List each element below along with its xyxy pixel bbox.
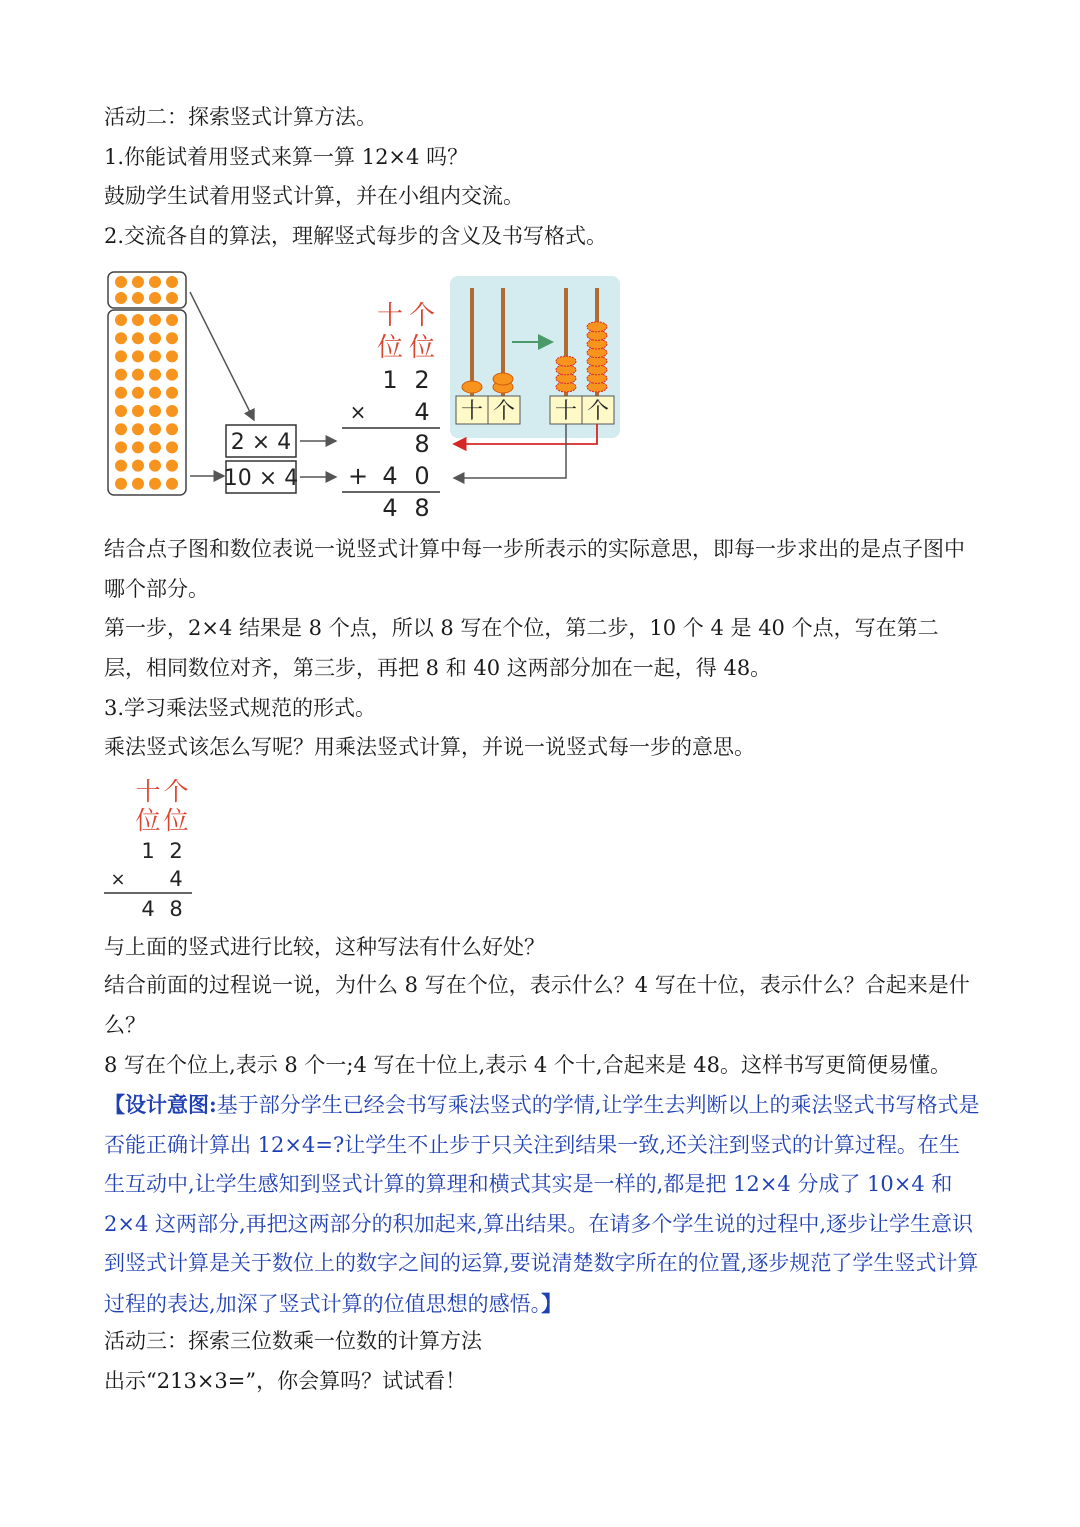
dot	[166, 350, 178, 362]
mult-digit: 4	[414, 398, 430, 426]
question-3: 3.学习乘法竖式规范的形式。	[104, 696, 377, 720]
dot	[166, 405, 178, 417]
dot	[166, 460, 178, 472]
abacus-bead	[587, 322, 607, 332]
dot	[132, 350, 144, 362]
abacus-bead	[587, 382, 607, 392]
question-2: 2.交流各自的算法，理解竖式每步的含义及书写格式。	[104, 224, 608, 248]
dot	[166, 332, 178, 344]
header-wei-tens: 位	[376, 333, 404, 363]
dot	[115, 423, 127, 435]
dot	[115, 314, 127, 326]
dot	[149, 423, 161, 435]
dot	[149, 350, 161, 362]
activity3-show: 出示“213×3=”，你会算吗？试试看！	[104, 1369, 467, 1393]
explain-intro: 结合点子图和数位表说一说竖式计算中每一步所表示的实际意思，即每一步求出的是点子图中哪个部分。	[104, 537, 965, 601]
abacus-bead	[556, 382, 576, 392]
abacus1-ones-label: 个	[492, 399, 516, 424]
dot	[132, 441, 144, 453]
fig2-header-ones: 个	[163, 777, 189, 806]
dot	[132, 332, 144, 344]
header-wei-ones: 位	[408, 333, 436, 363]
partial2-tens: 4	[382, 462, 398, 490]
dot	[149, 276, 161, 288]
dot	[132, 387, 144, 399]
design-intent-body: 基于部分学生已经会书写乘法竖式的学情,让学生去判断以上的乘法竖式书写格式是否能正确计算出 12×4=?让学生不止步于只关注到结果一致,还关注到竖式的计算过程。在生生互动中,让学生感知到竖式计算的算理和横式其实是一样的,都是把 12×4 分成了 10×4 和 2×4 这两部分,再把这两部分的积加起来,算出结果。在请多个学生说的过程中,逐步让学生意识到竖式计算是关于数位上的数字之间的运算,要说清楚数字所在的位置,逐步规范了学生竖式计算过程的表达,加深了竖式计算的位值思想的感悟。	[104, 1093, 980, 1316]
dot	[115, 369, 127, 381]
compare-question: 与上面的竖式进行比较，这种写法有什么好处？	[104, 935, 545, 959]
dot	[132, 292, 144, 304]
fig2-top-tens: 1	[141, 839, 155, 863]
abacus-bead	[587, 356, 607, 366]
box-2x4: 2 × 4	[230, 430, 292, 455]
question-1-note: 鼓励学生试着用竖式计算，并在小组内交流。	[104, 184, 524, 208]
dot	[115, 350, 127, 362]
dot	[132, 405, 144, 417]
abacus2-tens-label: 十	[554, 399, 578, 424]
dot	[132, 314, 144, 326]
activity3-title: 活动三：探索三位数乘一位数的计算方法	[104, 1329, 482, 1353]
dot	[132, 369, 144, 381]
dot	[166, 292, 178, 304]
fig2-result-tens: 4	[141, 897, 155, 921]
abacus-bead	[556, 365, 576, 375]
dot	[115, 292, 127, 304]
fig2-mult-digit: 4	[169, 867, 183, 891]
box-10x4: 10 × 4	[223, 466, 299, 491]
design-intent-label: 【设计意图:	[104, 1092, 217, 1117]
dot	[149, 387, 161, 399]
dot	[166, 478, 178, 490]
abacus-bead	[587, 330, 607, 340]
dot	[115, 441, 127, 453]
abacus-bead	[587, 365, 607, 375]
dot	[115, 460, 127, 472]
fig2-header-wei-ones: 位	[163, 806, 189, 835]
why-question: 结合前面的过程说一说，为什么 8 写在个位，表示什么？4 写在十位，表示什么？合起来是什么？	[104, 973, 970, 1037]
abacus-bead	[556, 373, 576, 383]
abacus1-tens-label: 十	[460, 399, 484, 424]
header-ones: 个	[408, 301, 436, 331]
dot	[166, 369, 178, 381]
result-tens: 4	[382, 494, 398, 522]
dot	[149, 314, 161, 326]
dot	[115, 405, 127, 417]
question-1: 1.你能试着用竖式来算一算 12×4 吗？	[104, 145, 469, 169]
dot	[115, 276, 127, 288]
design-intent	[104, 1085, 980, 1324]
figure-dot-diagram	[104, 262, 632, 524]
design-intent-end: 】	[541, 1290, 563, 1316]
dot	[149, 441, 161, 453]
partial2-ones: 0	[414, 462, 430, 490]
abacus-panel	[450, 276, 620, 438]
dot	[149, 332, 161, 344]
top-tens: 1	[382, 366, 398, 394]
header-tens: 十	[376, 301, 404, 331]
abacus-bead	[587, 348, 607, 358]
dot	[132, 478, 144, 490]
dot	[115, 332, 127, 344]
abacus-bead	[587, 373, 607, 383]
fig2-header-tens: 十	[135, 777, 161, 806]
explain-steps: 第一步，2×4 结果是 8 个点，所以 8 写在个位，第二步，10 个 4 是 40 个点，写在第二层，相同数位对齐，第三步，再把 8 和 40 这两部分加在一起，得 48。	[104, 616, 939, 680]
dot-group-2x4	[108, 272, 186, 308]
abacus2-ones-label: 个	[586, 399, 610, 424]
fig2-header-wei-tens: 位	[135, 806, 161, 835]
abacus-bead	[587, 339, 607, 349]
question-3-prompt: 乘法竖式该怎么写呢？用乘法竖式计算，并说一说竖式每一步的意思。	[104, 735, 755, 759]
dot	[149, 405, 161, 417]
dot	[132, 460, 144, 472]
fig2-times-sign: ×	[110, 869, 126, 890]
fig2-result-ones: 8	[169, 897, 183, 921]
figure-standard-vertical	[100, 772, 200, 922]
partial-product-1: 8	[414, 430, 430, 458]
top-ones: 2	[414, 366, 430, 394]
answer-line: 8 写在个位上,表示 8 个一;4 写在十位上,表示 4 个十,合起来是 48。这样书写更简便易懂。	[104, 1053, 951, 1077]
dot	[149, 460, 161, 472]
dot	[166, 441, 178, 453]
times-sign: ×	[349, 400, 367, 424]
dot	[166, 276, 178, 288]
plus-sign: +	[347, 462, 369, 490]
dot	[132, 276, 144, 288]
dot	[166, 387, 178, 399]
dot	[115, 387, 127, 399]
dot	[132, 423, 144, 435]
fig2-top-ones: 2	[169, 839, 183, 863]
activity2-title: 活动二：探索竖式计算方法。	[104, 105, 377, 129]
dot	[149, 478, 161, 490]
dot	[115, 478, 127, 490]
dot	[166, 423, 178, 435]
dot	[149, 369, 161, 381]
result-ones: 8	[414, 494, 430, 522]
dot-group-10x4	[108, 310, 186, 495]
dot	[149, 292, 161, 304]
dot	[166, 314, 178, 326]
abacus-bead	[556, 356, 576, 366]
